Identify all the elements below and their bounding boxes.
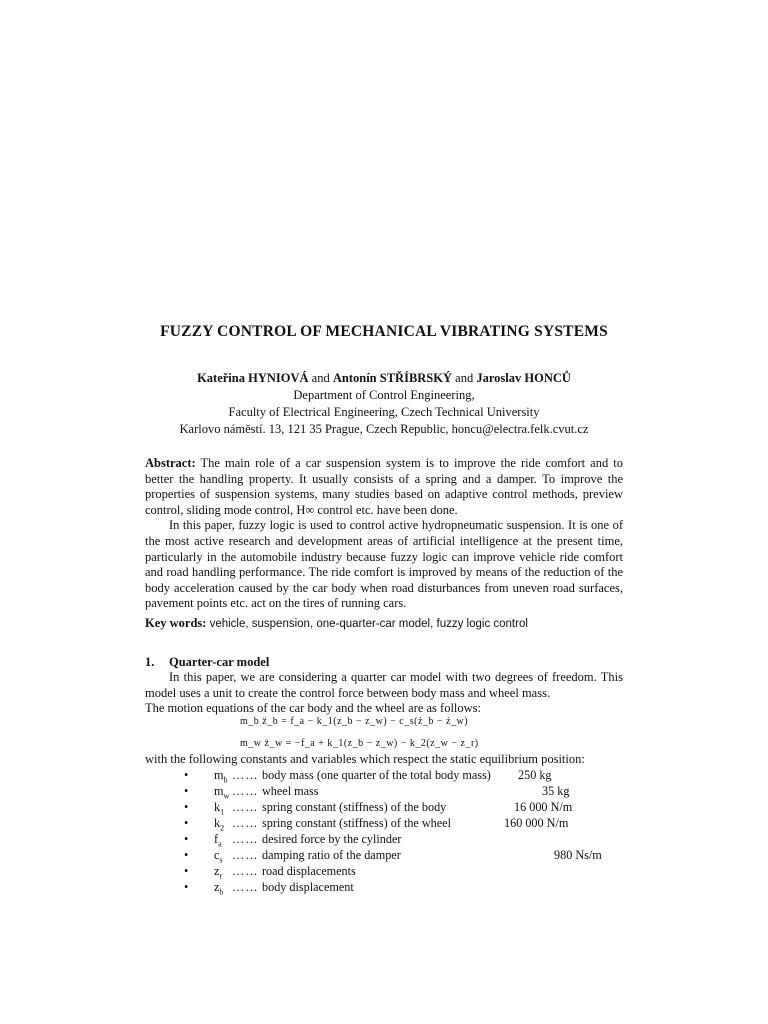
bullet-icon: • [184,864,189,878]
parameter-symbol: $f_a$ [214,832,222,849]
abstract-paragraph-2: In this paper, fuzzy logic is used to control active hydropneumatic suspension. It is one of the most active research and development areas of artificial intelligence at the present time, particularly in the automobile industry because fuzzy logic can improve vehicle ride comfort and road handling performance. The ride comfort is improved by means of the reduction of the body acceleration caused by the car body when road disturbances from uneven road surfaces, pavement points etc. act on the tires of running cars. [145,518,623,611]
bullet-icon: • [184,816,189,830]
author-2-first: Antonín [332,371,377,385]
parameter-dots: …… [232,832,259,846]
equation-wheel: m_w z̈_w = −f_a + k_1(z_b − z_w) − k_2(z_w − z_r) [240,738,479,749]
bullet-icon: • [184,848,189,862]
bullet-icon: • [184,832,189,846]
parameter-symbol: $z_b$ [214,880,224,897]
author-3-first: Jaroslav [476,371,522,385]
parameter-description: body mass (one quarter of the total body mass) [262,768,491,782]
parameter-symbol: $z_r$ [214,864,223,881]
parameter-row [184,815,602,831]
parameter-description: desired force by the cylinder [262,832,402,846]
bullet-icon: • [184,768,189,782]
parameter-dots: …… [232,768,259,782]
parameter-row [184,831,602,847]
parameter-value: 250 kg [518,768,552,782]
abstract-text-1: The main role of a car suspension system is to improve the ride comfort and to better the handling property. It usually consists of a spring and a damper. To improve the properties of suspension systems, many studies based on adaptive control methods, preview control, sliding mode control, H∞ control etc. have been done. [145,456,623,517]
section-paragraph-2: The motion equations of the car body and the wheel are as follows: [145,701,482,715]
author-line [0,370,768,387]
parameter-value: 35 kg [542,784,570,798]
parameter-symbol: $c_s$ [214,848,223,865]
equation-body: m_b z̈_b = f_a − k_1(z_b − z_w) − c_s(ż_b − ż_w) [240,716,469,727]
parameter-dots: …… [232,864,259,878]
keywords-label: Key words: [145,616,207,630]
abstract-paragraph-1 [145,456,623,518]
parameter-row [184,767,602,783]
parameter-row [184,863,602,879]
abstract [145,456,623,612]
parameter-description: spring constant (stiffness) of the body [262,800,447,814]
parameter-list [184,767,602,895]
author-and-2: and [455,371,474,385]
author-3-last: HONCŮ [524,371,571,385]
author-1-last: HYNIOVÁ [248,371,309,385]
parameter-dots: …… [232,848,259,862]
parameter-row [184,847,602,863]
bullet-icon: • [184,880,189,894]
parameter-value: 980 Ns/m [554,848,602,862]
parameter-symbol: $m_b$ [214,768,228,785]
parameter-dots: …… [232,816,259,830]
keywords [145,616,528,631]
parameter-description: damping ratio of the damper [262,848,401,862]
bullet-icon: • [184,784,189,798]
author-1-first: Kateřina [197,371,245,385]
parameter-dots: …… [232,880,259,894]
keywords-text: vehicle, suspension, one-quarter-car model, fuzzy logic control [209,618,528,630]
paper-title: FUZZY CONTROL OF MECHANICAL VIBRATING SYSTEMS [160,323,608,340]
author-block [0,370,768,438]
section-title: Quarter-car model [169,655,270,669]
parameter-description: wheel mass [262,784,319,798]
parameter-symbol: $k_2$ [214,816,225,833]
parameter-description: road displacements [262,864,356,878]
parameter-symbol: $m_w$ [214,784,230,801]
section-number: 1. [145,655,155,669]
author-2-last: STŘÍBRSKÝ [379,371,453,385]
affiliation-department: Department of Control Engineering, [293,388,475,402]
parameter-description: body displacement [262,880,354,894]
parameter-row [184,783,602,799]
section-paragraph-3: with the following constants and variables which respect the static equilibrium position: [145,752,585,766]
parameter-row [184,879,602,895]
parameter-value: 16 000 N/m [514,800,573,814]
parameter-row [184,799,602,815]
bullet-icon: • [184,800,189,814]
section-paragraph-1: In this paper, we are considering a quarter car model with two degrees of freedom. This model uses a unit to create the control force between body mass and wheel mass. [145,670,623,700]
parameter-symbol: $k_1$ [214,800,225,817]
parameter-dots: …… [232,800,259,814]
author-and-1: and [311,371,330,385]
affiliation-address: Karlovo náměstí. 13, 121 35 Prague, Czech Republic, honcu@electra.felk.cvut.cz [179,422,589,436]
parameter-value: 160 000 N/m [504,816,569,830]
affiliation-faculty: Faculty of Electrical Engineering, Czech Technical University [228,405,540,419]
abstract-label: Abstract: [145,456,196,470]
section-heading [145,655,269,670]
parameter-description: spring constant (stiffness) of the wheel [262,816,451,830]
parameter-dots: …… [232,784,259,798]
